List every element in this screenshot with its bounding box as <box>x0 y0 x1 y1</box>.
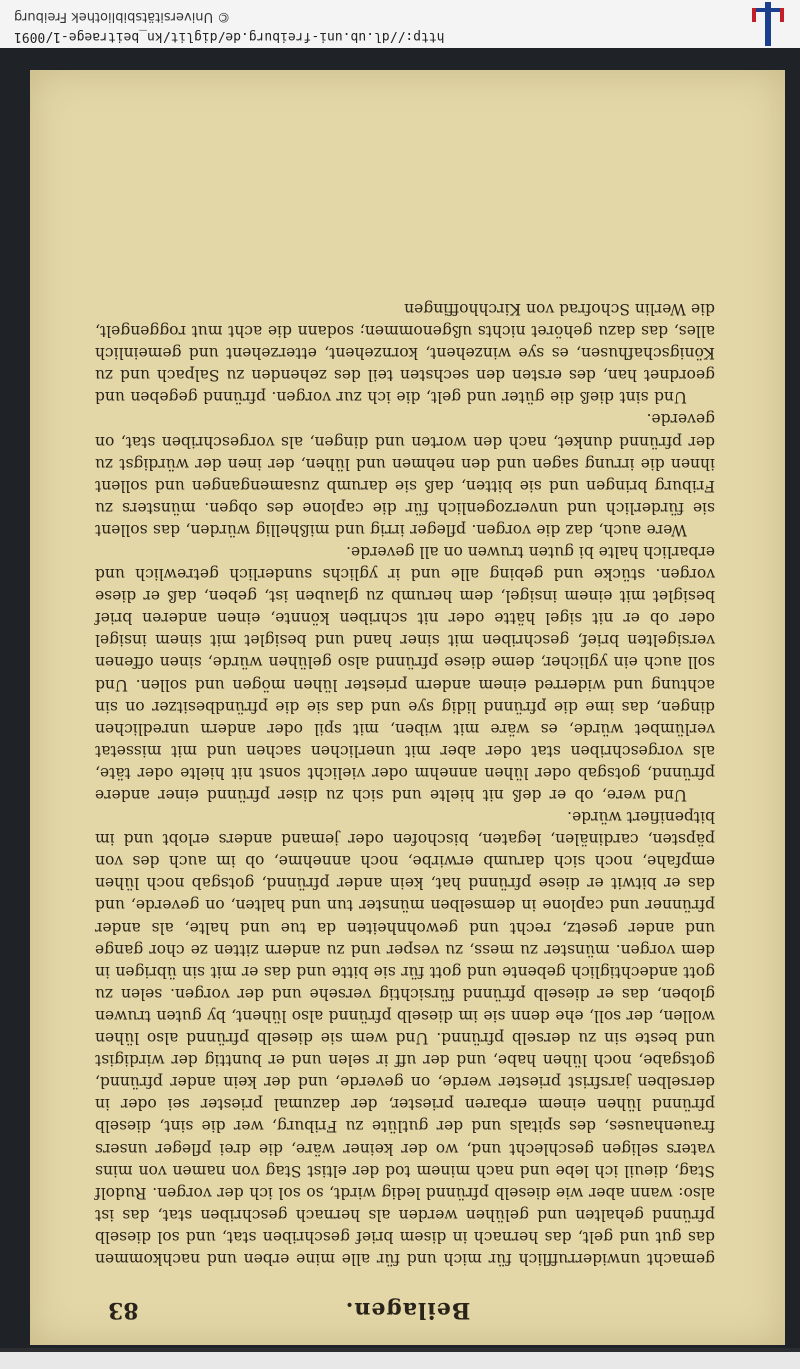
paragraph: Und sint dieß die güter und gelt, die ich zur vorgen. pfrünnd gegeben und geordnet han, des ersten den sechsten teil des zehenden zu Salpach und zu Königschafhusen, es sye winzehent, kornzehent, etterzehent und gemeinlich alles, das dazu gehöret nichts ußgenommen; sodann die acht mut roggengelt, die Werlin Schofrad von Kirchhoffingen <box>95 299 715 407</box>
paragraph: Und were, ob er deß nit hielte und sich zu diser pfrünnd einer andere pfrünnd, gotsgab oder lühen annehm oder vielicht sonst nit hielte oder täte, als vorgeschriben stat oder aber mit unerlichen sachen und mit missetat verlümbet würde, es wäre mit wiben, mit spil oder andern unredlichen dingen, das ime die pfrünnd lidig sye und das sie die pfründbesitzer on sin achtung und widerred einem andern priester lühen mögen und sollen. Und soll auch ein yglicher, deme diese pfrünnd also gelühen würde, sinen offenen versigelten brief, geschriben mit siner hand und besiglet mit sinem insigel oder ob er nit sigel hätte oder nit schriben könnte, einen anderen brief besiglet mit einem insigel, dem herumb zu glauben ist, geben, daß er diese vorgen. stücke und gebing alle und ir yglichs sunderlich getrewlich und erbarlich halte bi guten truwen on all geverde. <box>95 543 715 805</box>
paragraph: Were auch, daz die vorgen. pfleger irrig und mißhellig würden, das sollent sie fürderlich und unverzogenlich für die caplone des obgen. münsters zu Friburg bringen und sie bitten, daß sie darumb zusamengangen und sollent ihnen die irrung sagen und den nehmen und lühen, der inen der würdigst zu der pfrünnd dunket, nach den worten und dingen, als vorgeschriben stat, on geverde. <box>95 410 715 539</box>
header-flipped <box>0 0 800 48</box>
scanned-page <box>30 70 785 1345</box>
running-title: Beilagen. <box>344 1297 471 1323</box>
library-logo-icon <box>748 2 788 46</box>
body-text <box>95 298 715 1270</box>
page-number: 83 <box>108 1297 139 1323</box>
copyright-notice: © Universitätsbibliothek Freiburg <box>14 9 231 24</box>
running-head <box>108 1283 707 1323</box>
page-rotated-content <box>30 70 785 1345</box>
viewer-footer <box>0 1352 800 1369</box>
viewer-header <box>0 0 800 49</box>
document-url[interactable]: http://dl.ub.uni-freiburg.de/diglit/kn_beitraege-1/0091 <box>14 29 445 44</box>
paragraph: gemacht unwiderrufflich für mich und für alle mine erben und nachkommen das gut und gelt, das hernach in disem brief geschriben stat, und sol dieselb pfrünnd gehalten und gelühen werden als hernach geschriben stat, das ist also: wann aber wie dieselb pfrünnd ledig wirdt, so sol ich der vorgen. Rudolf Stag, dieuil ich lebe und nach minem tod der eltist Stag von namen von mins vaters seligen geschlecht und, wo der keiner wäre, die drei pfleger unsers frauenhauses, des spitals und der gutlüte zu Friburg, wer die sint, dieselb pfrünnd lühen einem erbaren priester, der dazumal priester sei oder in derselben jarsfrist priester werde, on geverde, und der kein ander pfrünnd, gotsgabe, noch lühen habe, und der uff ir selen und er bunttig der wirdigist und beste sin zu derselb pfrünnd. Und wem sie dieselb pfrünnd also lühen wollen, der soll, ehe denn sie im dieselb pfrünnd also lühent, by guten truwen globen, das er dieselb pfrünnd fürsichtig versehe und der vorgen. selen zu gott andechtiglich gebente und gott für sie bitte und das er mit sin übrigen in dem vorgen. münster zu mess, zu vesper und zu andern zitten ze chor gange und ander gesetz, recht und gewohnheiten da tue und halte, als ander pfrünner und caplone in demselben münster tun und halten, on geverde, und das er bitwit er diese pfrünnd hat, kein ander pfrünnd, gotsgab noch lühen empfahe, noch sich darumb erwirbe, noch annehme, ob im auch des von päpsten, cardinälen, legaten, bischofen oder jemand anders erlobt und im bitpenifiert würde. <box>95 808 715 1268</box>
